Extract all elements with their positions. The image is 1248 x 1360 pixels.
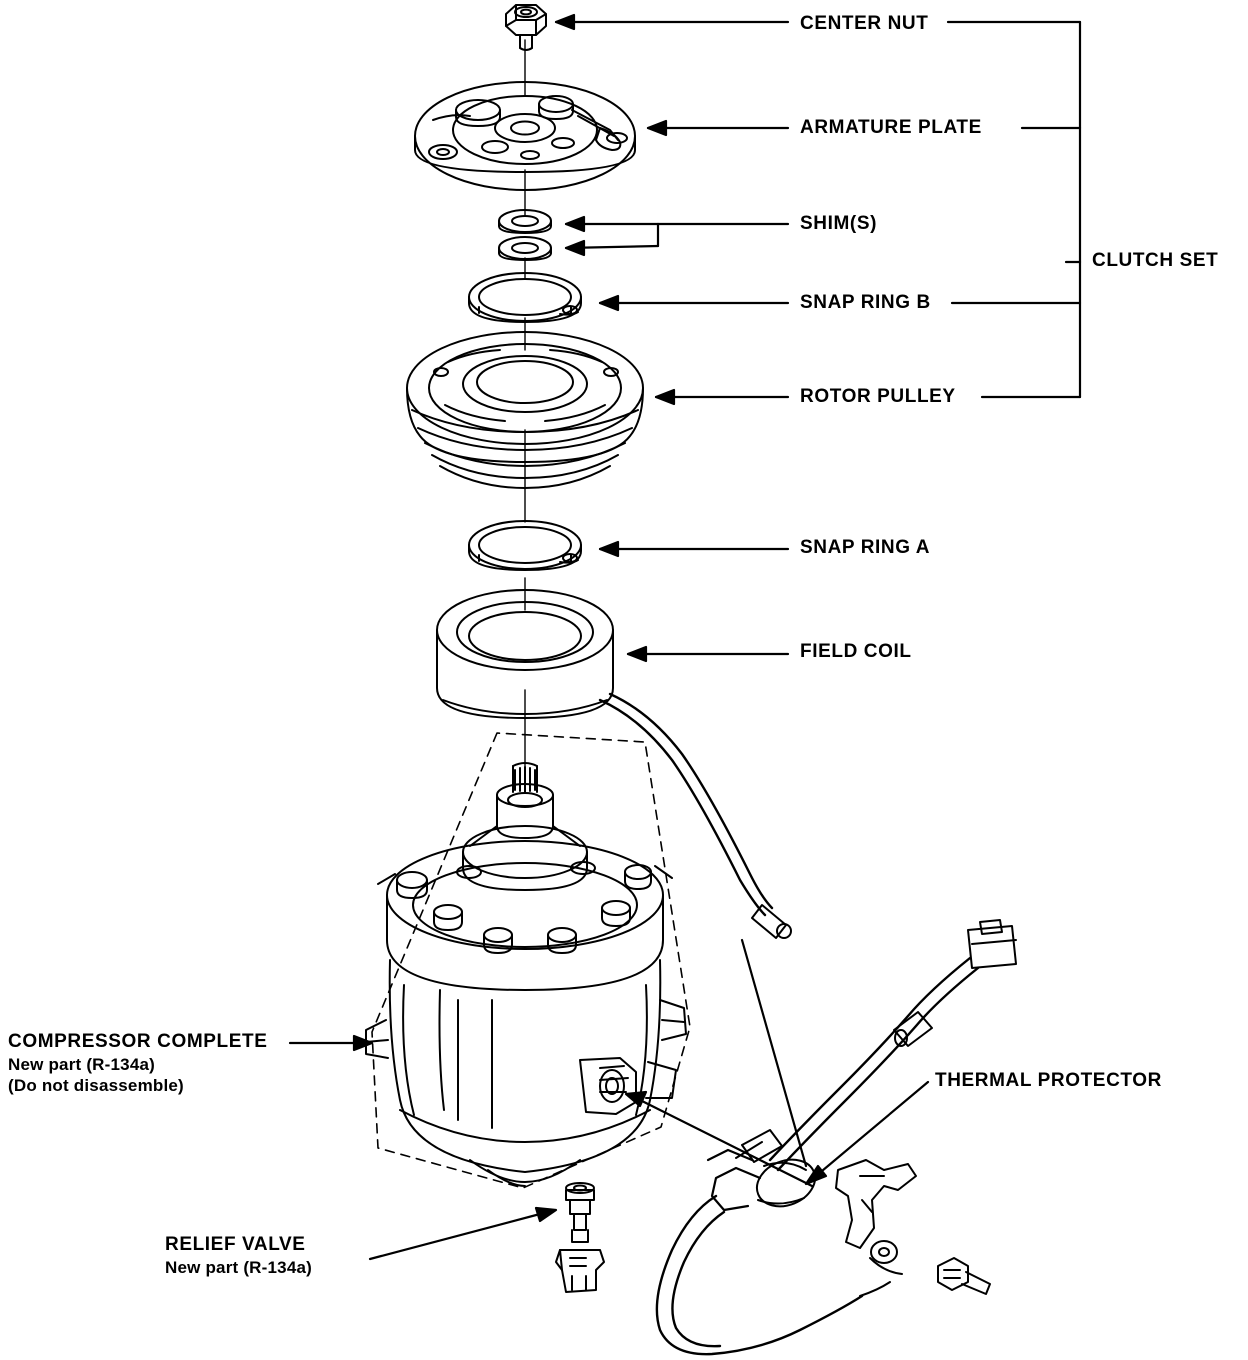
label-relief-valve-title: RELIEF VALVE <box>165 1234 306 1255</box>
snap-ring-a-part <box>469 521 581 570</box>
label-rotor-pulley: ROTOR PULLEY <box>800 386 956 407</box>
label-compressor-note-1: New part (R-134a) <box>8 1054 155 1074</box>
thermal-protector-part <box>657 920 1016 1354</box>
shim-parts <box>499 210 551 260</box>
label-armature-plate: ARMATURE PLATE <box>800 117 982 138</box>
label-field-coil: FIELD COIL <box>800 641 912 662</box>
center-nut-part <box>506 5 546 50</box>
field-coil-part <box>437 590 791 938</box>
label-snap-ring-a: SNAP RING A <box>800 537 931 558</box>
label-clutch-set: CLUTCH SET <box>1092 250 1219 271</box>
label-thermal-protector: THERMAL PROTECTOR <box>935 1070 1162 1091</box>
relief-valve-part <box>556 1183 604 1292</box>
label-relief-valve <box>165 1233 312 1278</box>
label-compressor-note-2: (Do not disassemble) <box>8 1076 184 1095</box>
snap-ring-b-part <box>469 273 581 322</box>
compressor-body-part <box>366 733 690 1188</box>
label-snap-ring-b: SNAP RING B <box>800 292 931 313</box>
label-relief-valve-note: New part (R-134a) <box>165 1257 312 1277</box>
label-compressor-complete <box>8 1030 267 1096</box>
label-center-nut: CENTER NUT <box>800 13 929 34</box>
label-shims: SHIM(S) <box>800 213 878 234</box>
label-compressor-complete-title: COMPRESSOR COMPLETE <box>8 1031 268 1052</box>
